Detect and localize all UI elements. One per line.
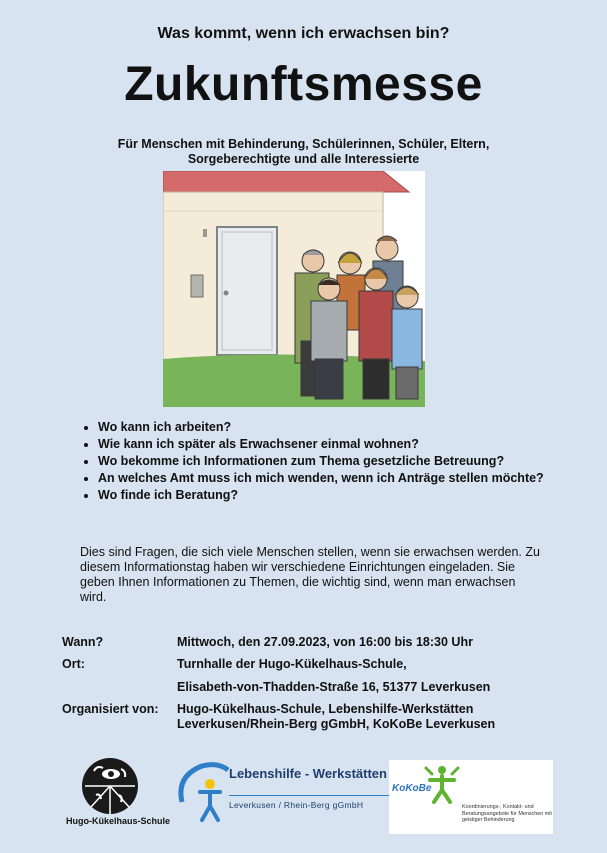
list-item: • Wo bekomme ich Informationen zum Thema gesetzliche Betreuung?: [98, 454, 558, 469]
kokobe-name: KoKoBe: [392, 783, 432, 794]
event-question: Was kommt, wenn ich erwachsen bin?: [157, 25, 450, 42]
lebenshilfe-logo: [174, 762, 389, 824]
lebenshilfe-divider: [229, 795, 389, 796]
hugo-kuekelhaus-schule-logo: [58, 757, 178, 832]
question-list: [80, 420, 558, 505]
hks-emblem-icon: [81, 757, 139, 815]
place-line-1: Turnhalle der Hugo-Kükelhaus-Schule,: [177, 657, 407, 671]
organizer-label: Organisiert von:: [62, 702, 159, 716]
kokobe-logo: [389, 760, 553, 834]
place-line-2: Elisabeth-von-Thadden-Straße 16, 51377 Leverkusen: [177, 680, 491, 694]
house-and-people-illustration: [163, 171, 425, 407]
list-item: • Wie kann ich später als Erwachsener einmal wohnen?: [98, 437, 558, 452]
when-label: Wann?: [62, 635, 104, 649]
hks-logo-caption: Hugo-Kükelhaus-Schule: [65, 816, 170, 826]
place-label: Ort:: [62, 657, 85, 671]
lebenshilfe-subtitle: Leverkusen / Rhein-Berg gGmbH: [229, 800, 364, 810]
lebenshilfe-emblem-icon: [174, 762, 230, 824]
list-item: • An welches Amt muss ich mich wenden, wenn ich Anträge stellen möchte?: [98, 471, 558, 486]
kokobe-description: Koordinierungs-, Kontakt- und Beratungsangebote für Menschen mit geistiger Behinderung: [462, 804, 552, 824]
audience-text: [0, 137, 607, 167]
kokobe-emblem-icon: [422, 764, 462, 804]
when-value: Mittwoch, den 27.09.2023, von 16:00 bis 18:30 Uhr: [177, 635, 473, 649]
list-item: • Wo finde ich Beratung?: [98, 488, 558, 503]
page-title: Zukunftsmesse: [124, 58, 483, 111]
audience-line-2: Sorgeberechtigte und alle Interessierte: [187, 152, 420, 166]
intro-paragraph: Dies sind Fragen, die sich viele Menschen stellen, wenn sie erwachsen werden. Zu diesem Informationstag haben wir verschiedene Einrichtungen eingeladen. Sie geben Ihnen Informationen zu Themen, die wichtig sind, wenn man erwachsen wird.: [80, 545, 540, 604]
audience-line-1: Für Menschen mit Behinderung, Schülerinnen, Schüler, Eltern,: [117, 137, 490, 151]
list-item: • Wo kann ich arbeiten?: [98, 420, 558, 435]
organizer-value: Hugo-Kükelhaus-Schule, Lebenshilfe-Werkstätten Leverkusen/Rhein-Berg gGmbH, KoKoBe Leverkusen: [177, 702, 496, 731]
lebenshilfe-name: Lebenshilfe - Werkstätten: [229, 766, 387, 781]
